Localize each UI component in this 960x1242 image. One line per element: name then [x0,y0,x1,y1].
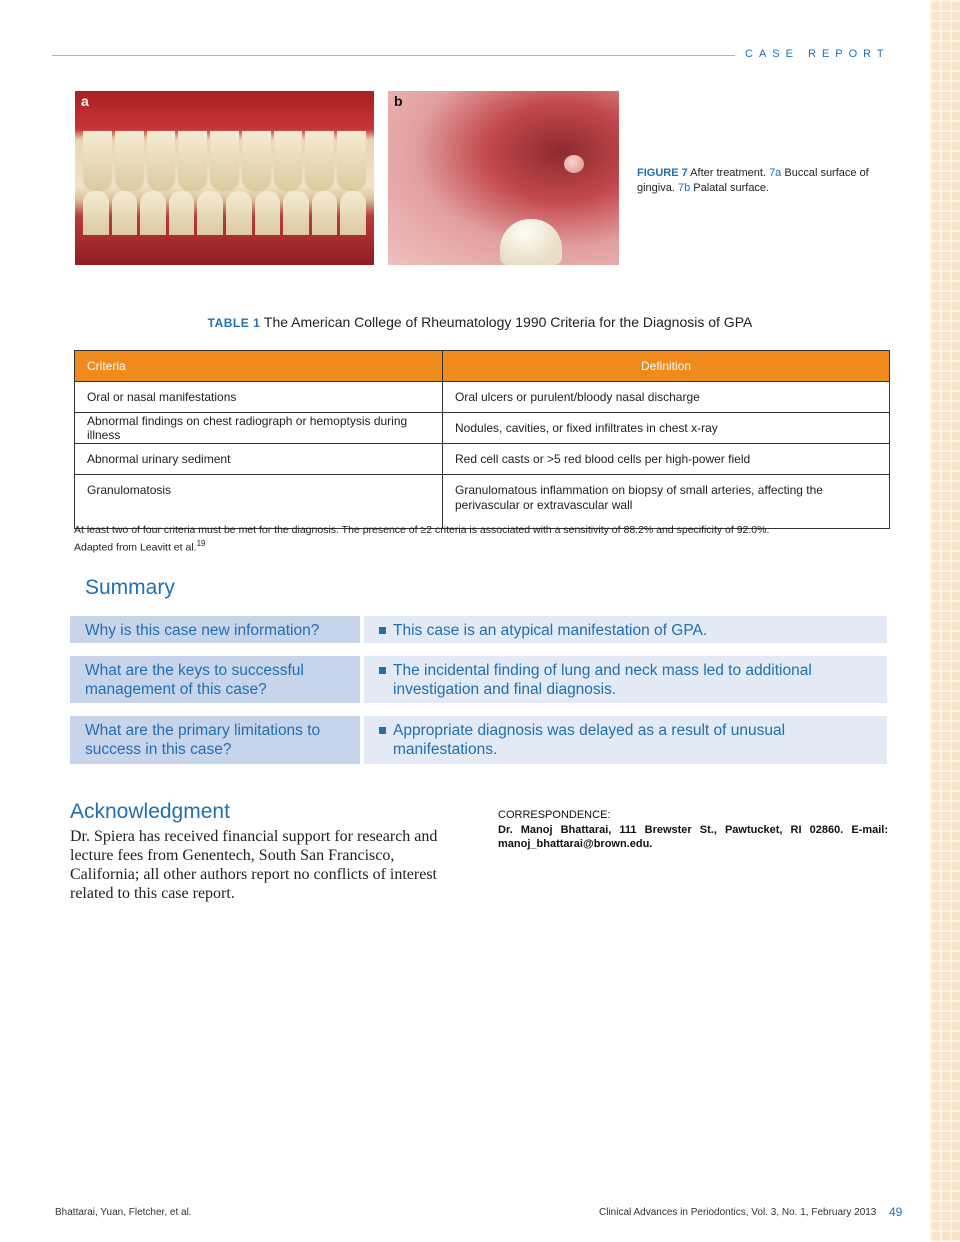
summary-answer-text: This case is an atypical manifestation of GPA. [393,622,708,639]
bullet-icon [379,627,386,634]
criteria-cell: Abnormal urinary sediment [75,444,443,475]
table-row [75,444,890,475]
summary-question: What are the primary limitations to success in this case? [70,716,360,764]
table-footnote [74,523,904,555]
acknowledgment-heading: Acknowledgment [70,800,230,823]
summary-question: What are the keys to successful management of this case? [70,656,360,703]
definition-cell: Nodules, cavities, or fixed infiltrates in chest x-ray [443,413,890,444]
caption-ref-a: 7a [769,167,782,179]
summary-row [70,716,887,764]
table-row [75,475,890,529]
summary-answer [364,716,887,764]
figure-photo-palatal [388,91,619,265]
column-header-criteria: Criteria [75,351,443,382]
definition-cell: Granulomatous inflammation on biopsy of small arteries, affecting the perivascular or extravascular wall [443,475,890,529]
table-row [75,413,890,444]
upper-teeth [83,131,366,191]
table-title [0,314,960,330]
footer-journal: Clinical Advances in Periodontics, Vol. 3, No. 1, February 2013 [599,1207,877,1218]
criteria-cell: Granulomatosis [75,475,443,529]
caption-text: After treatment. [687,167,770,179]
footer-authors: Bhattarai, Yuan, Fletcher, et al. [55,1207,192,1218]
criteria-table [74,350,890,529]
tooth-crown [500,219,562,265]
panel-label-b: b [394,93,403,109]
bullet-icon [379,727,386,734]
decorative-edge-strip [930,0,960,1242]
definition-cell: Oral ulcers or purulent/bloody nasal discharge [443,382,890,413]
table-source: Adapted from Leavitt et al. [74,541,197,554]
summary-row [70,616,887,643]
table-header-row [75,351,890,382]
summary-answer-text: Appropriate diagnosis was delayed as a result of unusual manifestations. [393,722,786,758]
table-row [75,382,890,413]
panel-label-a: a [81,93,89,109]
summary-question: Why is this case new information? [70,616,360,643]
caption-text: Palatal surface. [690,182,770,194]
summary-answer [364,656,887,703]
acknowledgment-body: Dr. Spiera has received financial support for research and lecture fees from Genentech, South San Francisco, California; all other authors report no conflicts of interest related to this case report. [70,828,438,902]
definition-cell: Red cell casts or >5 red blood cells per high-power field [443,444,890,475]
figure-photo-buccal [75,91,374,265]
header-rule [52,55,735,56]
bullet-icon [379,667,386,674]
caption-ref-b: 7b [677,182,691,194]
caption-text: Buccal surface of gingiva. [637,167,869,194]
summary-heading: Summary [85,576,175,599]
figure-caption [637,166,902,196]
table-note-line: At least two of four criteria must be met for the diagnosis. The presence of ≥2 criteria is associated with a sensitivity of 88.2% and specificity of 92.0%. [74,524,770,536]
summary-row [70,656,887,703]
criteria-cell: Abnormal findings on chest radiograph or hemoptysis during illness [75,413,443,444]
correspondence-body: Dr. Manoj Bhattarai, 111 Brewster St., Pawtucket, RI 02860. E-mail: manoj_bhattarai@brown.edu. [498,824,888,850]
correspondence-label: CORRESPONDENCE: [498,809,611,821]
reference-number: 19 [196,539,206,548]
table-title-text: The American College of Rheumatology 1990 Criteria for the Diagnosis of GPA [260,314,753,330]
figure-label: FIGURE 7 [637,167,688,179]
lower-teeth [83,191,366,235]
section-label: CASE REPORT [745,48,890,60]
column-header-definition: Definition [443,351,890,382]
summary-answer [364,616,887,643]
criteria-cell: Oral or nasal manifestations [75,382,443,413]
palatal-lesion [564,155,584,173]
page-number: 49 [889,1205,903,1219]
summary-answer-text: The incidental finding of lung and neck mass led to additional investigation and final diagnosis. [393,662,812,698]
table-label: TABLE 1 [207,316,261,330]
